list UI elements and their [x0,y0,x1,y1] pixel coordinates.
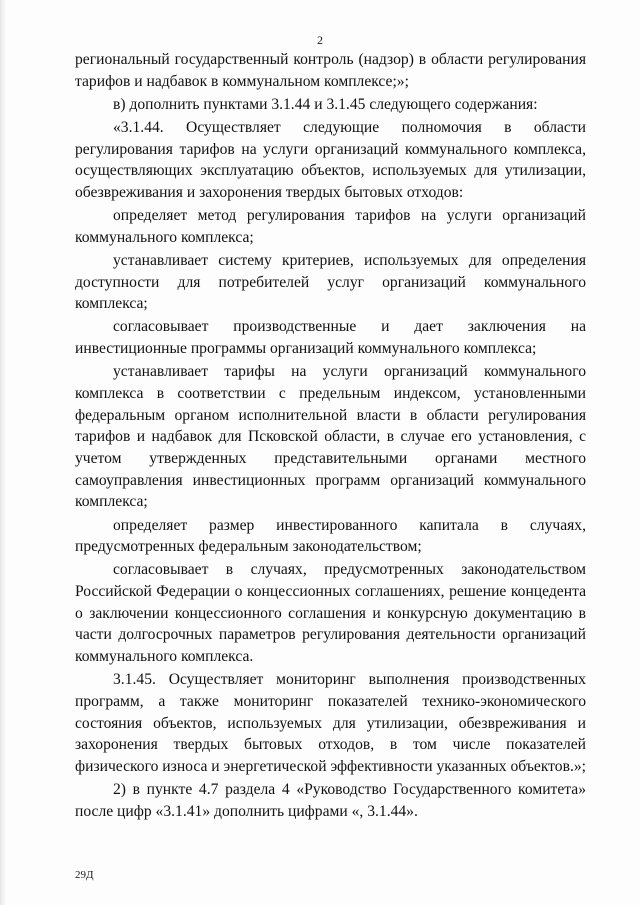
paragraph-11: 2) в пункте 4.7 раздела 4 «Руководство Государственного комитета» после цифр «3.1.41» дополнить цифрами «, 3.1.44». [75,781,586,820]
paragraph-8: определяет размер инвестированного капитала в случаях, предусмотренных федеральным законодательством; [75,516,586,556]
page-number: 2 [317,33,323,47]
paragraph-1: региональный государственный контроль (надзор) в области регулирования тарифов и надбавок в коммунальном комплексе;»; [75,51,586,90]
paragraph-4: определяет метод регулирования тарифов на услуги организаций коммунального комплекса; [75,207,586,246]
paragraph-9: согласовывает в случаях, предусмотренных законодательством Российской Федерации о концессионных соглашениях, решение концедента о заключении концессионного соглашения и конкурсную документацию в части долгосрочных параметров регулирования деятельности организаций коммунального комплекса. [75,561,586,666]
paragraph-6: согласовывает производственные и дает заключения на инвестиционные программы организаций коммунального комплекса; [75,318,586,358]
scan-edge [0,0,6,905]
document-body [75,49,586,823]
paragraph-7: устанавливает тарифы на услуги организаций коммунального комплекса в соответствии с предельным индексом, установленными федеральным органом исполнительной власти в области регулирования тарифов и надбавок для Псковской области, в случае его установления, с учетом утвержденных представительными органами местного самоуправления инвестиционных программ организаций коммунального комплекса; [75,363,586,511]
paragraph-10: 3.1.45. Осуществляет мониторинг выполнения производственных программ, а также мониторинг показателей технико-экономического состояния объектов, используемых для утилизации, обезвреживания и захоронения твердых бытовых отходов, в том числе показателей физического износа и энергетической эффективности указанных объектов.»; [75,671,586,776]
paragraph-2: в) дополнить пунктами 3.1.44 и 3.1.45 следующего содержания: [113,95,538,113]
paragraph-3: «3.1.44. Осуществляет следующие полномочия в области регулирования тарифов на услуги организаций коммунального комплекса, осуществляющих эксплуатацию объектов, используемых для утилизации, обезвреживания и захоронения твердых бытовых отходов: [75,118,586,201]
paragraph-5: устанавливает систему критериев, используемых для определения доступности для потребителей услуг организаций коммунального комплекса; [75,251,586,313]
document-code: 29Д [75,869,94,881]
